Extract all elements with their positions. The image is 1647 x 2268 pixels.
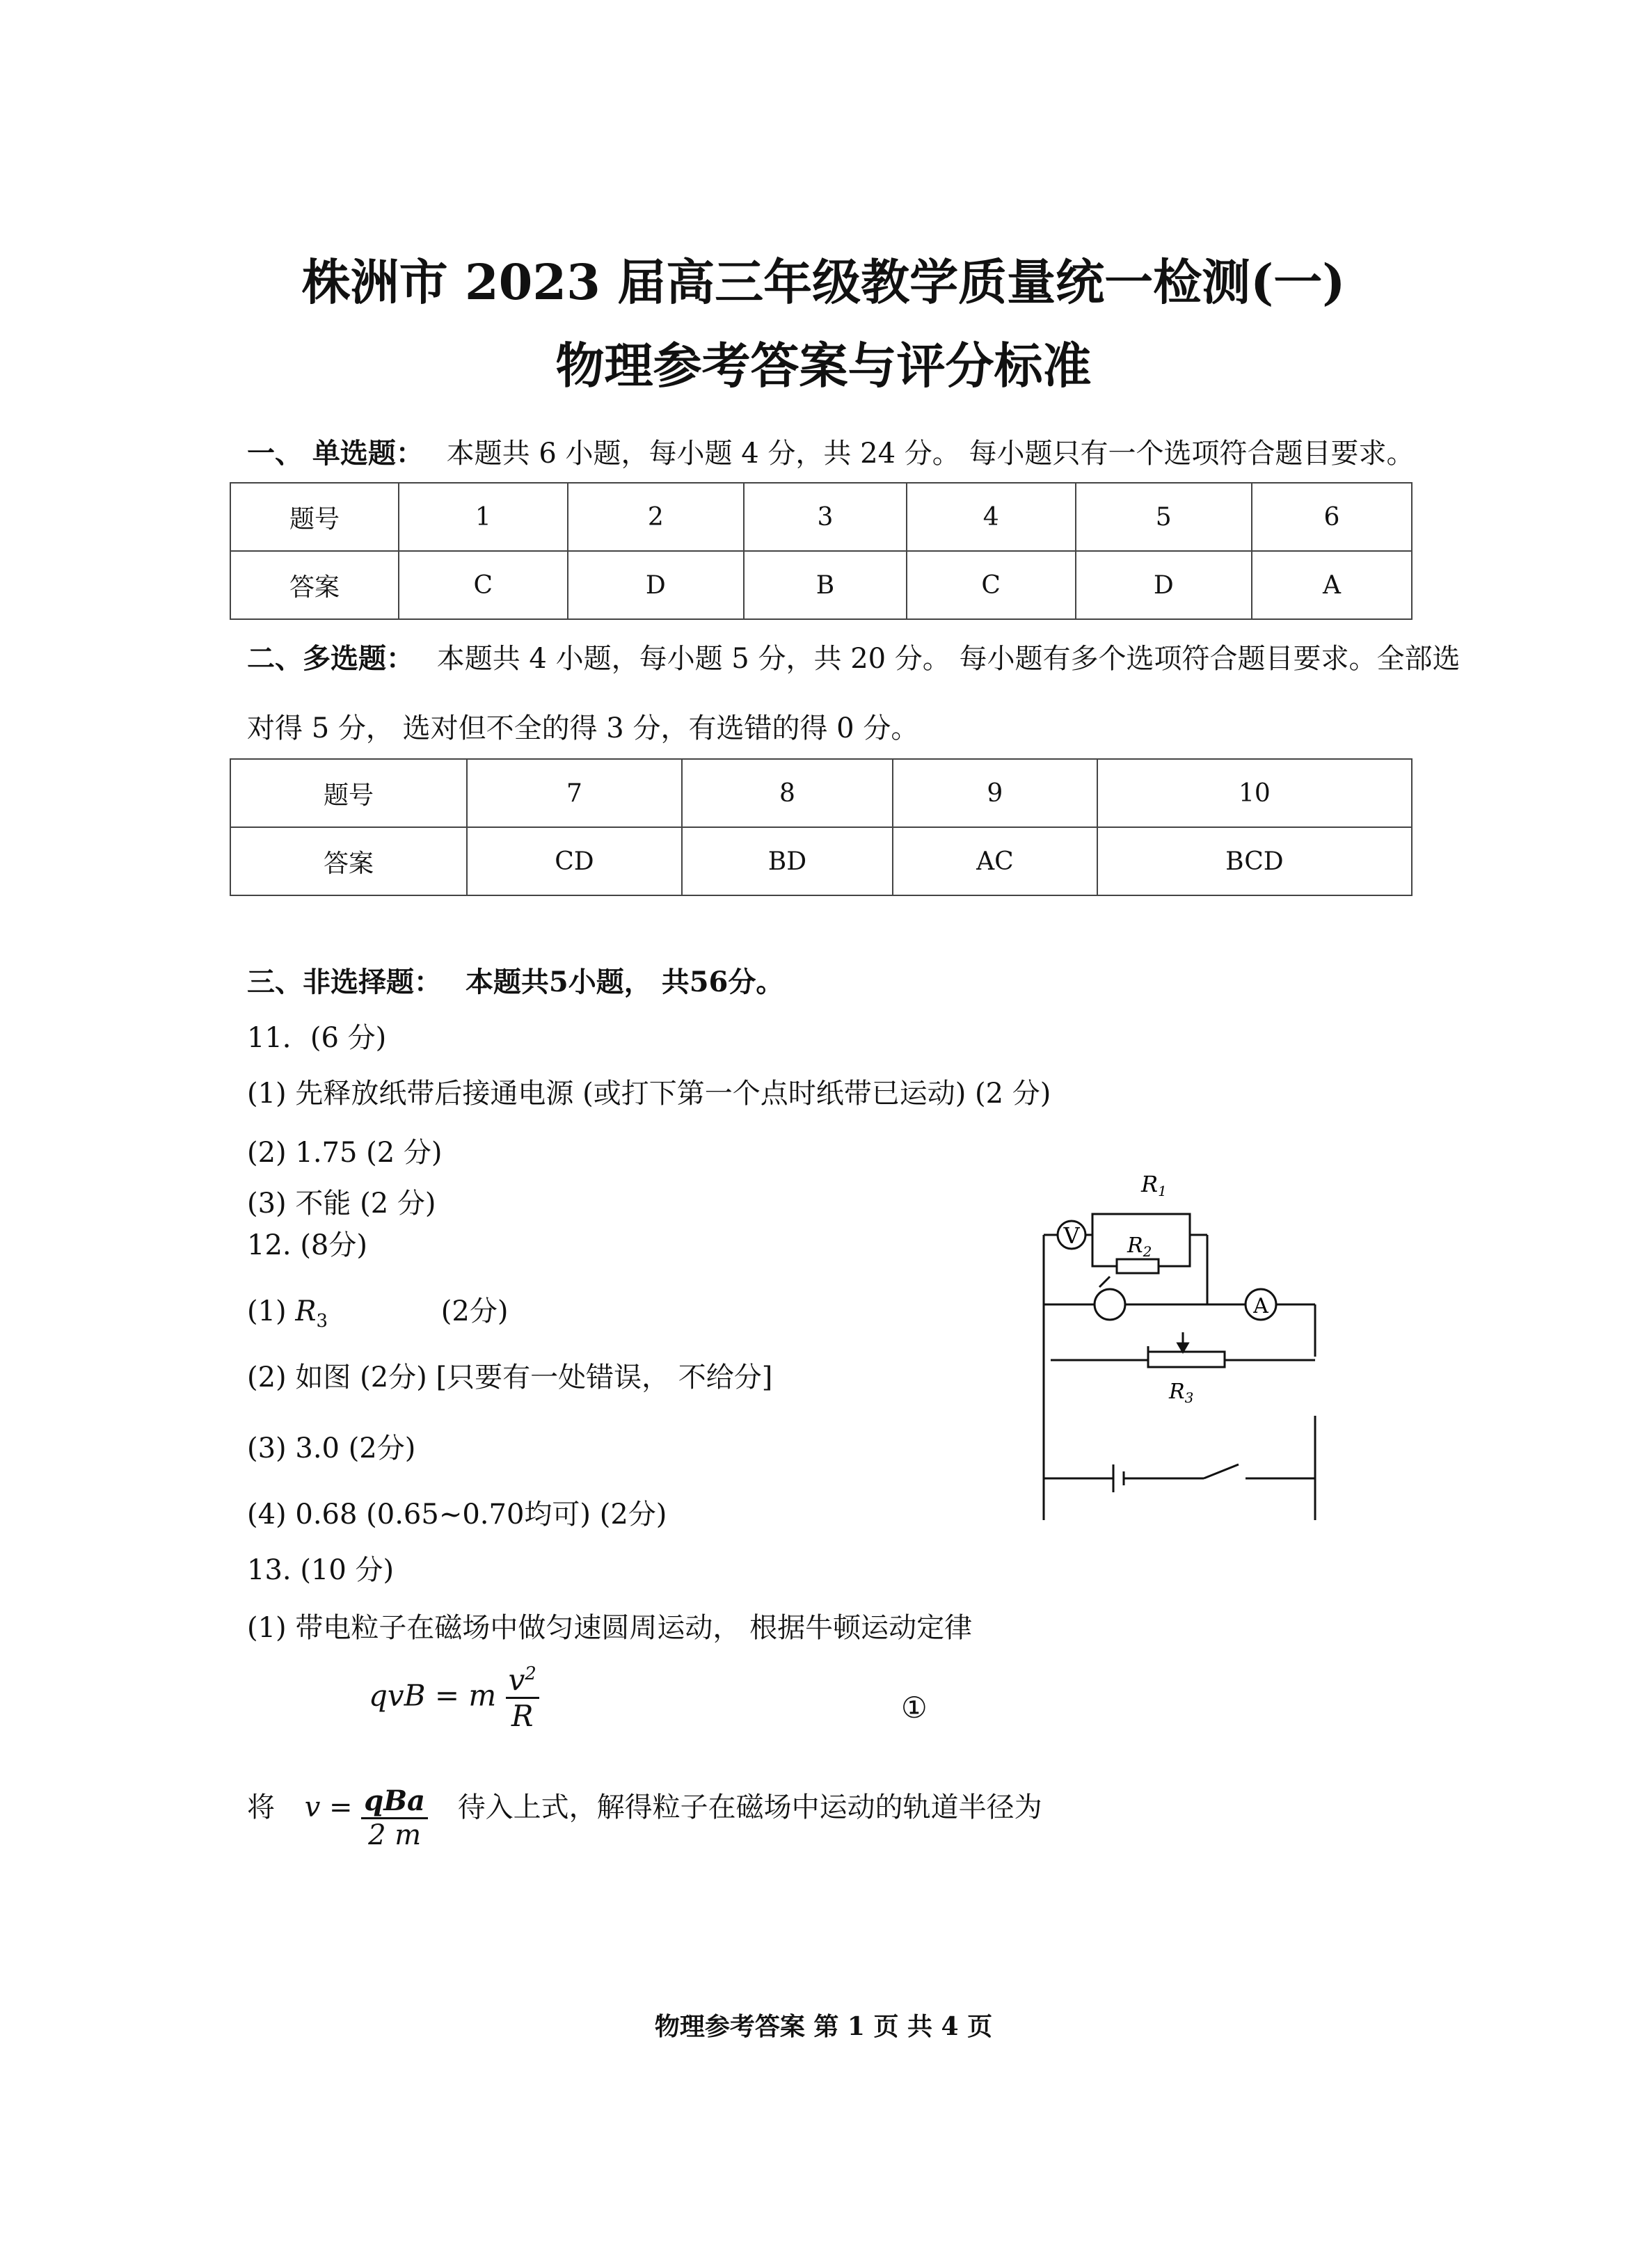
r1-label	[1140, 1171, 1167, 1199]
table-cell: CD	[467, 827, 682, 895]
equation-tag: ①	[901, 1691, 928, 1725]
sub-denominator: 2 m	[368, 1819, 422, 1851]
r2-label	[1127, 1233, 1152, 1260]
table-cell: 5	[1076, 483, 1252, 551]
table-cell: 2	[568, 483, 745, 551]
q12-part3: (3) 3.0 (2分)	[247, 1432, 416, 1464]
table-cell: 8	[682, 759, 893, 827]
eq-denominator: R	[511, 1699, 534, 1733]
q11-part1: (1) 先释放纸带后接通电源 (或打下第一个点时纸带已运动) (2 分)	[247, 1078, 1051, 1110]
section1-heading: 一、 单选题：	[247, 437, 424, 470]
r1-var: R	[1141, 1171, 1159, 1197]
equation-1	[369, 1663, 539, 1733]
table-cell: BCD	[1097, 827, 1412, 895]
table-cell: 题号	[230, 759, 467, 827]
page-subtitle: 物理参考答案与评分标准	[555, 337, 1092, 394]
bulb-symbol	[1095, 1289, 1125, 1320]
r2-var: R	[1127, 1233, 1143, 1258]
r3-label	[1168, 1380, 1193, 1406]
table-cell: 4	[907, 483, 1076, 551]
r1-sub: 1	[1158, 1183, 1167, 1199]
q12-head: 12. (8分)	[247, 1229, 367, 1261]
q11-part3: (3) 不能 (2 分)	[247, 1188, 436, 1220]
table-row	[230, 759, 1412, 827]
multi-choice-table	[230, 758, 1413, 896]
table-cell: D	[1076, 551, 1252, 619]
table-cell: C	[907, 551, 1076, 619]
eq-numerator	[506, 1663, 539, 1699]
r2-sub: 2	[1143, 1243, 1152, 1260]
circuit-diagram	[1030, 1158, 1322, 1531]
q12-part4: (4) 0.68 (0.65~0.70均可) (2分)	[247, 1499, 667, 1531]
table-cell: 7	[467, 759, 682, 827]
table-cell: 3	[744, 483, 907, 551]
eq-fraction	[506, 1663, 539, 1733]
table-cell: D	[568, 551, 745, 619]
table-cell: BD	[682, 827, 893, 895]
sub-prefix: 将	[247, 1791, 275, 1823]
q11-part2: (2) 1.75 (2 分)	[247, 1137, 443, 1169]
eq-exponent: 2	[525, 1663, 536, 1684]
r3-sub: 3	[1184, 1389, 1194, 1406]
q12-part1	[247, 1289, 508, 1332]
table-cell: 1	[399, 483, 568, 551]
table-cell: 9	[893, 759, 1097, 827]
q13-substitution	[247, 1784, 1042, 1851]
section2-desc: 本题共 4 小题，每小题 5 分，共 20 分。 每小题有多个选项符合题目要求。全部选	[436, 643, 1461, 675]
q13-head: 13. (10 分)	[247, 1554, 395, 1586]
r3-var: R	[1169, 1380, 1185, 1404]
table-cell: 答案	[230, 551, 399, 619]
section3-heading: 三、非选择题：	[247, 966, 442, 998]
sub-numerator: qBa	[361, 1784, 428, 1819]
eq-num-var: v	[508, 1663, 525, 1697]
q12-part1-sub: 3	[316, 1311, 328, 1332]
table-cell: 10	[1097, 759, 1412, 827]
table-row	[230, 551, 1412, 619]
r2-resistor	[1117, 1259, 1159, 1273]
table-cell: 答案	[230, 827, 467, 895]
q12-part1-score: (2分)	[440, 1295, 509, 1327]
page-footer: 物理参考答案 第 1 页 共 4 页	[654, 2012, 993, 2041]
section1-line	[247, 431, 1414, 471]
table-cell: A	[1252, 551, 1412, 619]
section2-desc2: 对得 5 分， 选对但不全的得 3 分，有选错的得 0 分。	[247, 712, 919, 744]
single-choice-table	[230, 482, 1413, 620]
section2-line	[247, 637, 1461, 676]
table-row	[230, 827, 1412, 895]
table-row	[230, 483, 1412, 551]
section1-desc: 本题共 6 小题，每小题 4 分，共 24 分。 每小题只有一个选项符合题目要求。	[446, 438, 1415, 470]
sub-suffix: 待入上式，解得粒子在磁场中运动的轨道半径为	[457, 1791, 1042, 1823]
table-cell: AC	[893, 827, 1097, 895]
eq-left: qvB = m	[369, 1678, 497, 1713]
table-cell: 6	[1252, 483, 1412, 551]
table-cell: 题号	[230, 483, 399, 551]
sub-fraction	[361, 1784, 428, 1851]
sub-v: v =	[304, 1791, 353, 1823]
section3-line	[247, 960, 783, 1000]
voltmeter-label: V	[1063, 1222, 1080, 1249]
table-cell: B	[744, 551, 907, 619]
q13-part1: (1) 带电粒子在磁场中做匀速圆周运动， 根据牛顿运动定律	[247, 1612, 973, 1644]
q12-part1-var: R	[295, 1295, 317, 1327]
table-cell: C	[399, 551, 568, 619]
r3-resistor	[1148, 1352, 1225, 1367]
q12-part1-prefix: (1)	[247, 1295, 296, 1327]
q11-head: 11．(6 分)	[247, 1022, 387, 1054]
ammeter-label: A	[1253, 1294, 1268, 1318]
page-title: 株洲市 2023 届高三年级教学质量统一检测(一)	[301, 253, 1346, 311]
section3-desc: 本题共5小题， 共56分。	[465, 966, 784, 998]
section2-heading: 二、多选题：	[247, 642, 414, 675]
q12-part2: (2) 如图 (2分) [只要有一处错误， 不给分]	[247, 1361, 773, 1393]
